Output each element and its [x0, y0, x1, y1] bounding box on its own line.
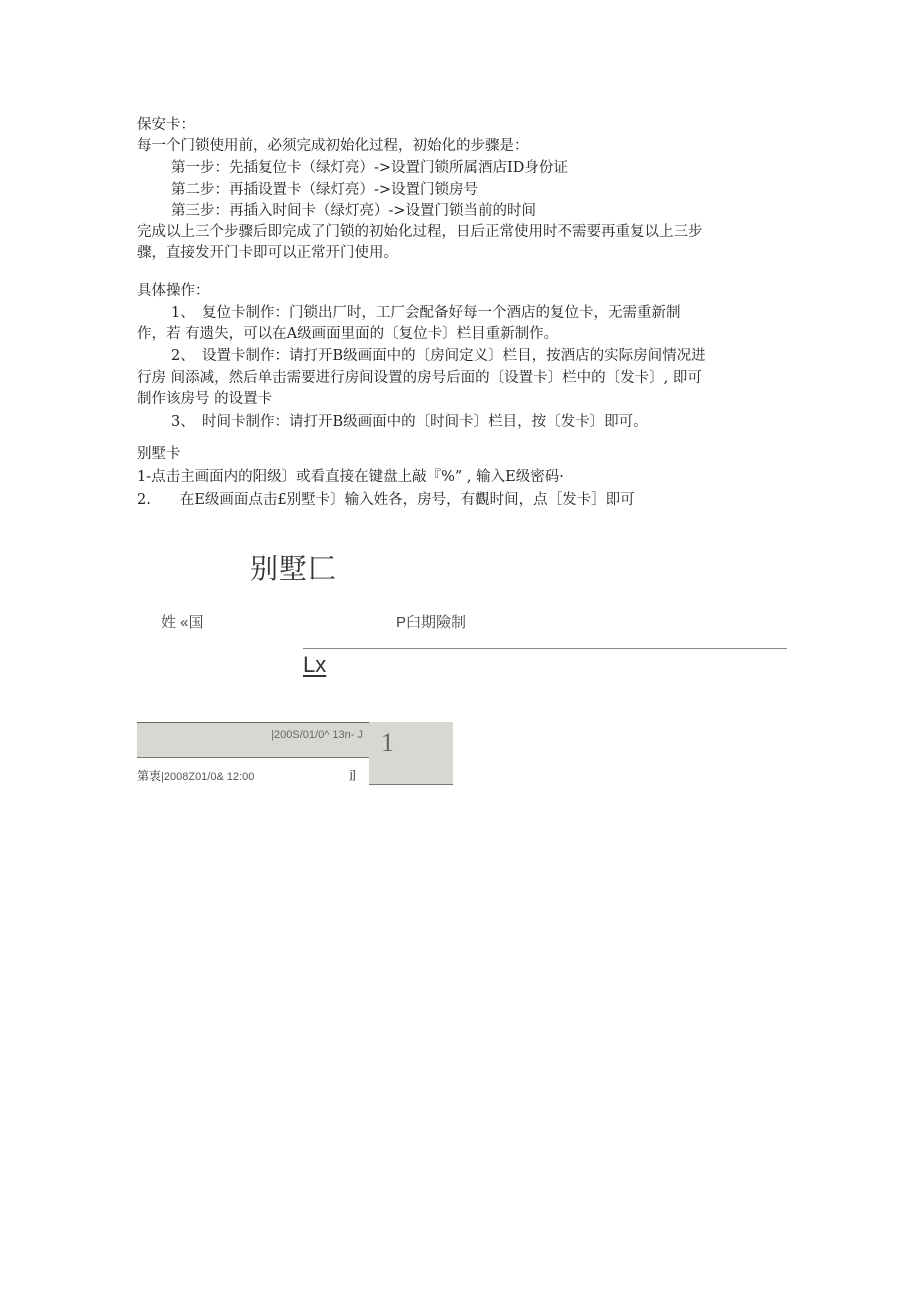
- side-button-label: 1: [381, 728, 394, 757]
- end-time-row: [137, 767, 254, 784]
- paragraph-line: 完成以上三个步骤后即完成了门锁的初始化过程，日后正常使用时不需要再重复以上三步: [137, 224, 703, 240]
- villa-step-2: 2. 在E级画面点击£别墅卡〕输入姓各，房号，有觀时间，点［发卡］即可: [137, 492, 635, 508]
- end-time-label: 第衷: [137, 769, 162, 783]
- section-heading-villa-card: 别墅卡: [137, 446, 181, 462]
- step-1: 第一步：先插复位卡（绿灯亮）->设置门锁所属酒店ID身份证: [171, 160, 568, 176]
- name-input-text[interactable]: Lx: [303, 652, 327, 677]
- datetime-value: |200S/01/0^ 13n- J: [271, 729, 363, 741]
- datetime-field[interactable]: [137, 722, 369, 758]
- step-3: 第三步：再插入时间卡（绿灯亮）->设置门锁当前的时间: [171, 203, 537, 219]
- end-time-value[interactable]: |2008Z01/0& 12:00: [161, 771, 255, 783]
- section-heading-security-card: 保安卡：: [137, 117, 195, 133]
- divider: [303, 648, 787, 649]
- villa-step-1: 1-点击主画面内的阳级〕或看直接在键盘上敲『%” , 输入E级密码·: [137, 469, 564, 485]
- paragraph-line: 制作该房号 的设置卡: [137, 391, 273, 407]
- side-button[interactable]: [369, 722, 453, 785]
- step-2: 第二步：再插设置卡（绿灯亮）->设置门锁房号: [171, 182, 479, 198]
- paragraph-line: 每一个门锁使用前，必须完成初始化过程，初始化的步骤是：: [137, 138, 529, 154]
- date-field-label: P臼期險制: [396, 614, 467, 631]
- end-time-suffix: j]: [350, 769, 356, 781]
- name-field-label: 姓 «国: [161, 614, 204, 631]
- paragraph-line: 骤，直接发开门卡即可以正常开门使用。: [137, 245, 398, 261]
- operation-3: 3、 时间卡制作：请打开B级画面中的〔时间卡〕栏目，按〔发卡〕即可。: [171, 414, 648, 430]
- paragraph-line: 行房 间添减，然后单击需要进行房间设置的房号后面的〔设置卡〕栏中的〔发卡〕, 即可: [137, 370, 702, 386]
- paragraph-line: 作，若 有遗失，可以在A级画面里面的〔复位卡〕栏目重新制作。: [137, 326, 559, 342]
- operation-2: 2、 设置卡制作：请打开B级画面中的〔房间定义〕栏目，按酒店的实际房间情况进: [171, 348, 706, 364]
- dialog-title: 别墅匚: [250, 553, 338, 584]
- operation-1: 1、 复位卡制作：门锁出厂时，工厂会配备好每一个酒店的复位卡，无需重新制: [171, 305, 681, 321]
- section-heading-operations: 具体操作：: [137, 283, 210, 299]
